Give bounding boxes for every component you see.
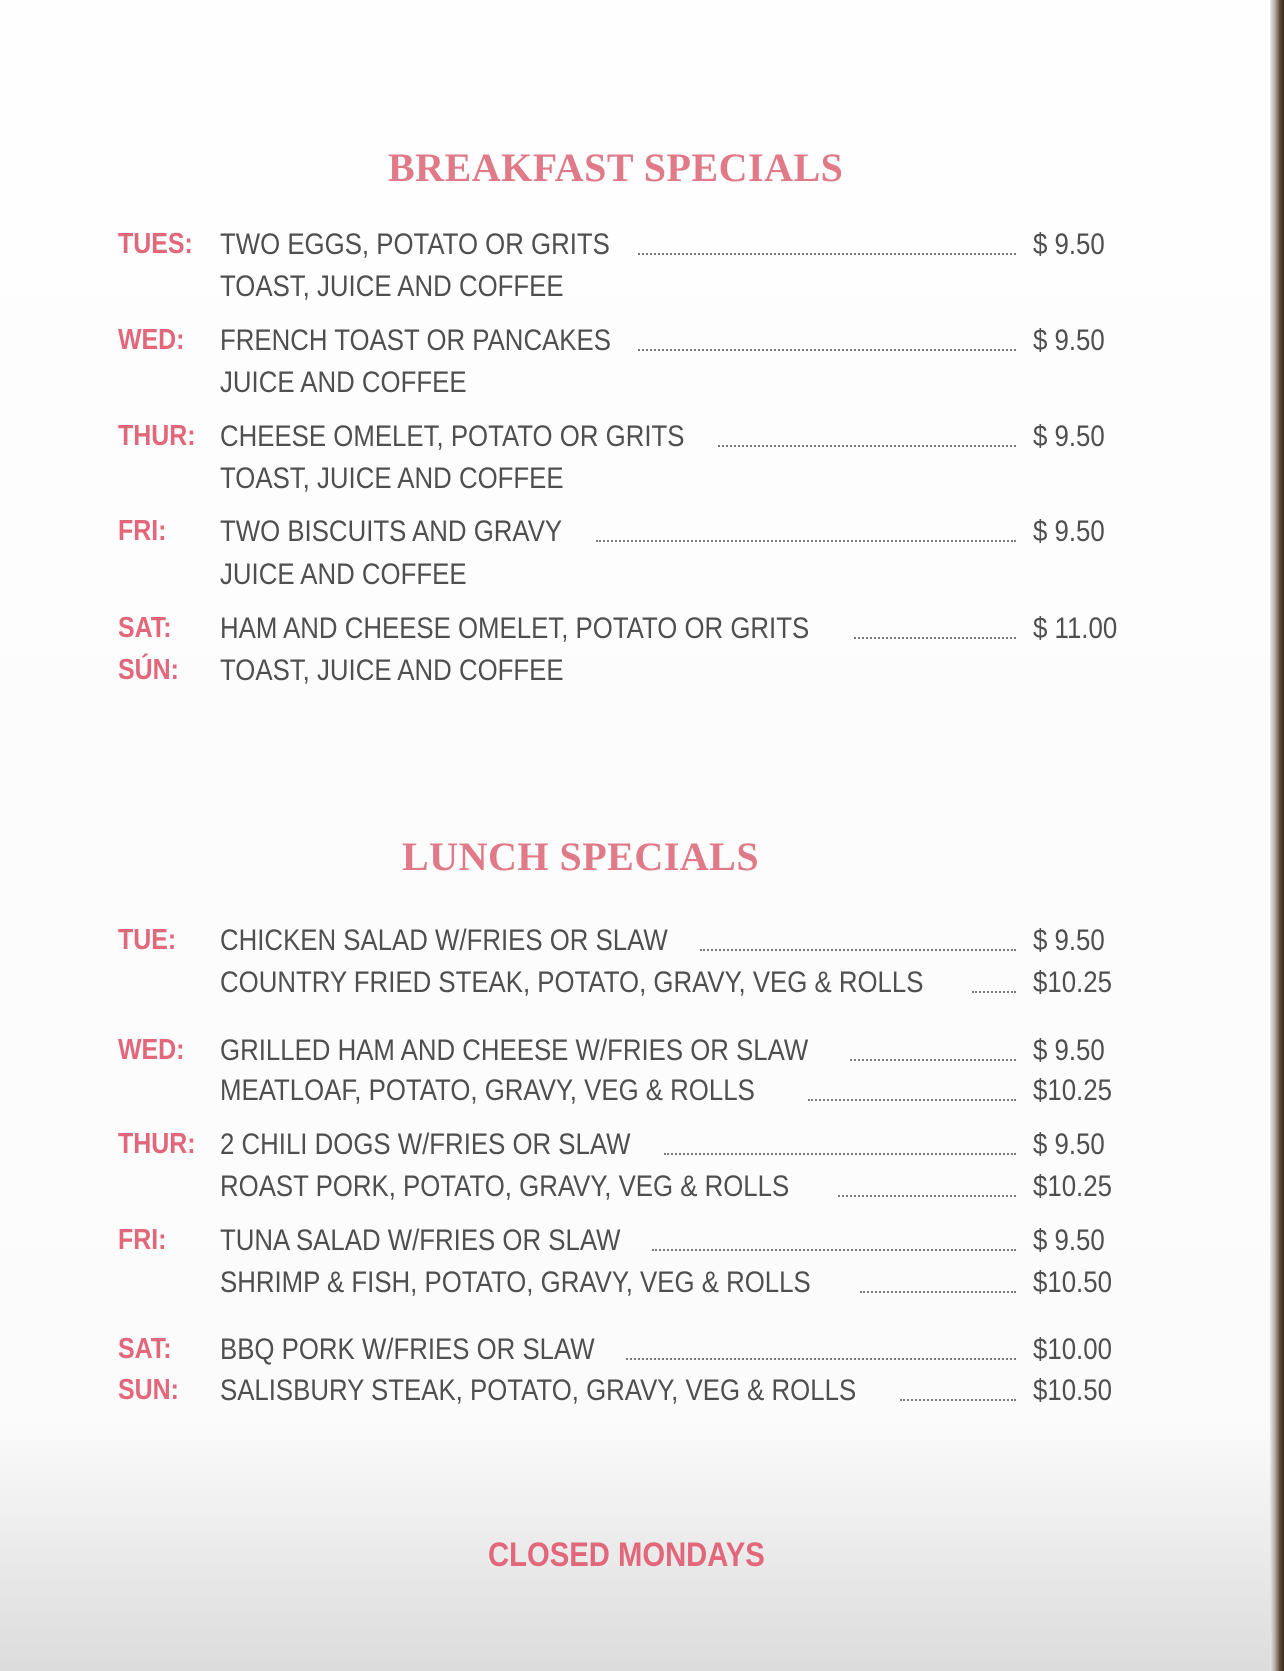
leader-dots [664, 1153, 1016, 1155]
item-text: ROAST PORK, POTATO, GRAVY, VEG & ROLLS [220, 1170, 790, 1203]
day-label: FRI: [118, 1224, 167, 1256]
leader-dots [850, 1059, 1016, 1061]
price: $ 9.50 [1033, 228, 1105, 261]
item-text: SHRIMP & FISH, POTATO, GRAVY, VEG & ROLLS [220, 1266, 811, 1299]
day-label: SAT: [118, 1333, 172, 1365]
price: $ 9.50 [1033, 1128, 1105, 1161]
leader-dots [626, 1358, 1016, 1360]
breakfast-row [118, 558, 1128, 598]
leader-dots [838, 1195, 1016, 1197]
breakfast-row [118, 366, 1128, 406]
breakfast-row [118, 462, 1128, 502]
breakfast-row [118, 612, 1128, 652]
breakfast-row [118, 515, 1128, 555]
lunch-row [118, 1034, 1128, 1074]
price: $10.50 [1033, 1374, 1112, 1407]
lunch-row [118, 1374, 1128, 1414]
day-label: SUN: [118, 1374, 179, 1406]
price: $10.50 [1033, 1266, 1112, 1299]
lunch-row [118, 924, 1128, 964]
closed-notice: CLOSED MONDAYS [488, 1536, 765, 1574]
breakfast-row [118, 270, 1128, 310]
item-text: JUICE AND COFFEE [220, 366, 467, 399]
leader-dots [854, 637, 1016, 639]
lunch-row [118, 1170, 1128, 1210]
item-text: TWO EGGS, POTATO OR GRITS [220, 228, 610, 261]
lunch-row [118, 1128, 1128, 1168]
price: $ 9.50 [1033, 1224, 1105, 1257]
price: $ 9.50 [1033, 1034, 1105, 1067]
item-text: MEATLOAF, POTATO, GRAVY, VEG & ROLLS [220, 1074, 755, 1107]
item-text: GRILLED HAM AND CHEESE W/FRIES OR SLAW [220, 1034, 809, 1067]
price: $10.25 [1033, 966, 1112, 999]
breakfast-title: BREAKFAST SPECIALS [388, 145, 844, 190]
day-label: WED: [118, 324, 185, 356]
breakfast-row [118, 228, 1128, 268]
item-text: TWO BISCUITS AND GRAVY [220, 515, 563, 548]
item-text: CHICKEN SALAD W/FRIES OR SLAW [220, 924, 668, 957]
price: $ 9.50 [1033, 420, 1105, 453]
day-label: SÚN: [118, 654, 179, 686]
leader-dots [718, 445, 1016, 447]
day-label: THUR: [118, 420, 196, 452]
lunch-row [118, 1266, 1128, 1306]
price: $ 11.00 [1033, 612, 1118, 645]
item-text: SALISBURY STEAK, POTATO, GRAVY, VEG & ROLLS [220, 1374, 857, 1407]
price: $10.00 [1033, 1333, 1112, 1366]
breakfast-row [118, 420, 1128, 460]
lunch-title: LUNCH SPECIALS [402, 834, 760, 879]
day-label: THUR: [118, 1128, 196, 1160]
item-text: BBQ PORK W/FRIES OR SLAW [220, 1333, 595, 1366]
item-text: HAM AND CHEESE OMELET, POTATO OR GRITS [220, 612, 810, 645]
day-label: TUE: [118, 924, 177, 956]
item-text: 2 CHILI DOGS W/FRIES OR SLAW [220, 1128, 631, 1161]
leader-dots [700, 949, 1016, 951]
day-label: SAT: [118, 612, 172, 644]
leader-dots [652, 1249, 1016, 1251]
leader-dots [808, 1099, 1016, 1101]
lunch-row [118, 966, 1128, 1006]
item-text: COUNTRY FRIED STEAK, POTATO, GRAVY, VEG & ROLLS [220, 966, 924, 999]
leader-dots [972, 991, 1016, 993]
leader-dots [860, 1291, 1016, 1293]
day-label: WED: [118, 1034, 185, 1066]
item-text: TOAST, JUICE AND COFFEE [220, 270, 564, 303]
item-text: JUICE AND COFFEE [220, 558, 467, 591]
day-label: TUES: [118, 228, 193, 260]
page-edge [1270, 0, 1284, 1671]
item-text: TOAST, JUICE AND COFFEE [220, 654, 564, 687]
leader-dots [638, 253, 1016, 255]
lunch-row [118, 1224, 1128, 1264]
day-label: FRI: [118, 515, 167, 547]
breakfast-row [118, 654, 1128, 694]
leader-dots [638, 349, 1016, 351]
leader-dots [900, 1399, 1016, 1401]
price: $10.25 [1033, 1074, 1112, 1107]
price: $10.25 [1033, 1170, 1112, 1203]
lunch-row [118, 1074, 1128, 1114]
item-text: FRENCH TOAST OR PANCAKES [220, 324, 611, 357]
leader-dots [596, 540, 1016, 542]
item-text: TUNA SALAD W/FRIES OR SLAW [220, 1224, 621, 1257]
item-text: TOAST, JUICE AND COFFEE [220, 462, 564, 495]
price: $ 9.50 [1033, 515, 1105, 548]
breakfast-row [118, 324, 1128, 364]
price: $ 9.50 [1033, 924, 1105, 957]
lunch-row [118, 1333, 1128, 1373]
item-text: CHEESE OMELET, POTATO OR GRITS [220, 420, 685, 453]
price: $ 9.50 [1033, 324, 1105, 357]
